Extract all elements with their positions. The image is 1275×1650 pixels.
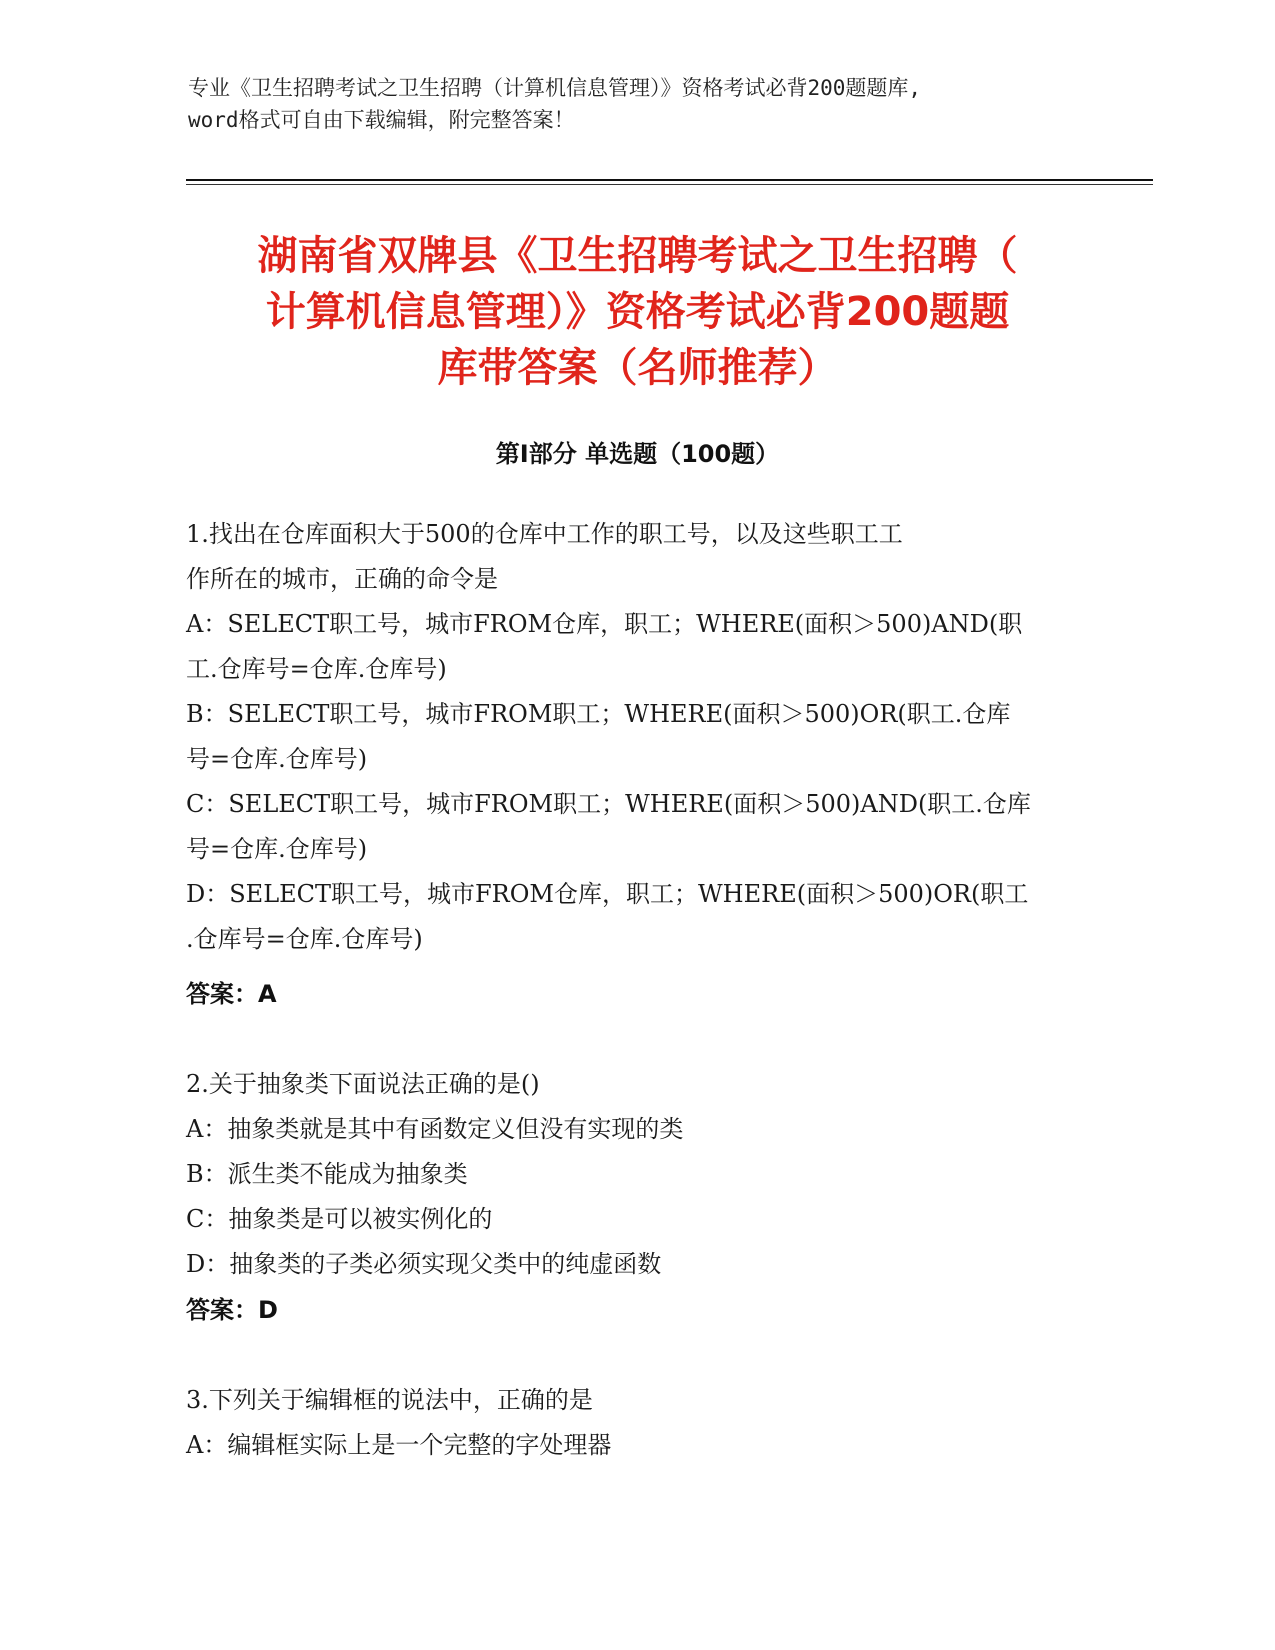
- header-divider-thin: [186, 184, 1153, 185]
- question-2-option-b: B：派生类不能成为抽象类: [186, 1160, 468, 1188]
- document-title: [160, 228, 1115, 396]
- header-note-line-1: 专业《卫生招聘考试之卫生招聘（计算机信息管理）》资格考试必背200题题库,: [188, 76, 922, 100]
- header-divider-thick: [186, 179, 1153, 181]
- header-note: [188, 72, 1098, 136]
- question-3-stem-line-1: 3.下列关于编辑框的说法中，正确的是: [186, 1386, 593, 1414]
- question-1-option-b-line-1: B：SELECT职工号，城市FROM职工；WHERE(面积＞500)OR(职工.仓库: [186, 700, 1011, 728]
- question-3: [186, 1378, 1086, 1468]
- question-2-option-a: A：抽象类就是其中有函数定义但没有实现的类: [186, 1115, 684, 1143]
- question-2-answer: 答案：D: [186, 1296, 278, 1324]
- question-1-option-a-line-1: A：SELECT职工号，城市FROM仓库，职工；WHERE(面积＞500)AND(职: [186, 610, 1023, 638]
- document-title-line-1: 湖南省双牌县《卫生招聘考试之卫生招聘（: [257, 233, 1018, 279]
- question-1-stem-line-1: 1.找出在仓库面积大于500的仓库中工作的职工号，以及这些职工工: [186, 520, 903, 548]
- question-2-option-c: C：抽象类是可以被实例化的: [186, 1205, 493, 1233]
- question-1-answer: 答案：A: [186, 980, 277, 1008]
- document-title-line-3: 库带答案（名师推荐）: [437, 345, 838, 391]
- question-1-option-c-line-1: C：SELECT职工号，城市FROM职工；WHERE(面积＞500)AND(职工.仓库: [186, 790, 1031, 818]
- question-2-option-d: D：抽象类的子类必须实现父类中的纯虚函数: [186, 1250, 662, 1278]
- document-title-line-2: 计算机信息管理）》资格考试必背200题题: [265, 289, 1010, 335]
- header-note-line-2: word格式可自由下载编辑，附完整答案！: [188, 108, 575, 132]
- question-2-stem-line-1: 2.关于抽象类下面说法正确的是(): [186, 1070, 540, 1098]
- question-1-stem-line-2: 作所在的城市，正确的命令是: [186, 565, 498, 593]
- question-1-option-c-line-2: 号=仓库.仓库号): [186, 835, 368, 863]
- question-1-option-d-line-2: .仓库号=仓库.仓库号): [186, 925, 423, 953]
- question-2: [186, 1062, 1086, 1287]
- question-1-option-d-line-1: D：SELECT职工号，城市FROM仓库，职工；WHERE(面积＞500)OR(职工: [186, 880, 1029, 908]
- question-1-option-a-line-2: 工.仓库号=仓库.仓库号): [186, 655, 447, 683]
- question-1: [186, 512, 1086, 962]
- section-title: 第Ⅰ部分 单选题（100题）: [495, 440, 780, 468]
- question-1-option-b-line-2: 号=仓库.仓库号): [186, 745, 368, 773]
- question-3-option-a: A：编辑框实际上是一个完整的字处理器: [186, 1431, 612, 1459]
